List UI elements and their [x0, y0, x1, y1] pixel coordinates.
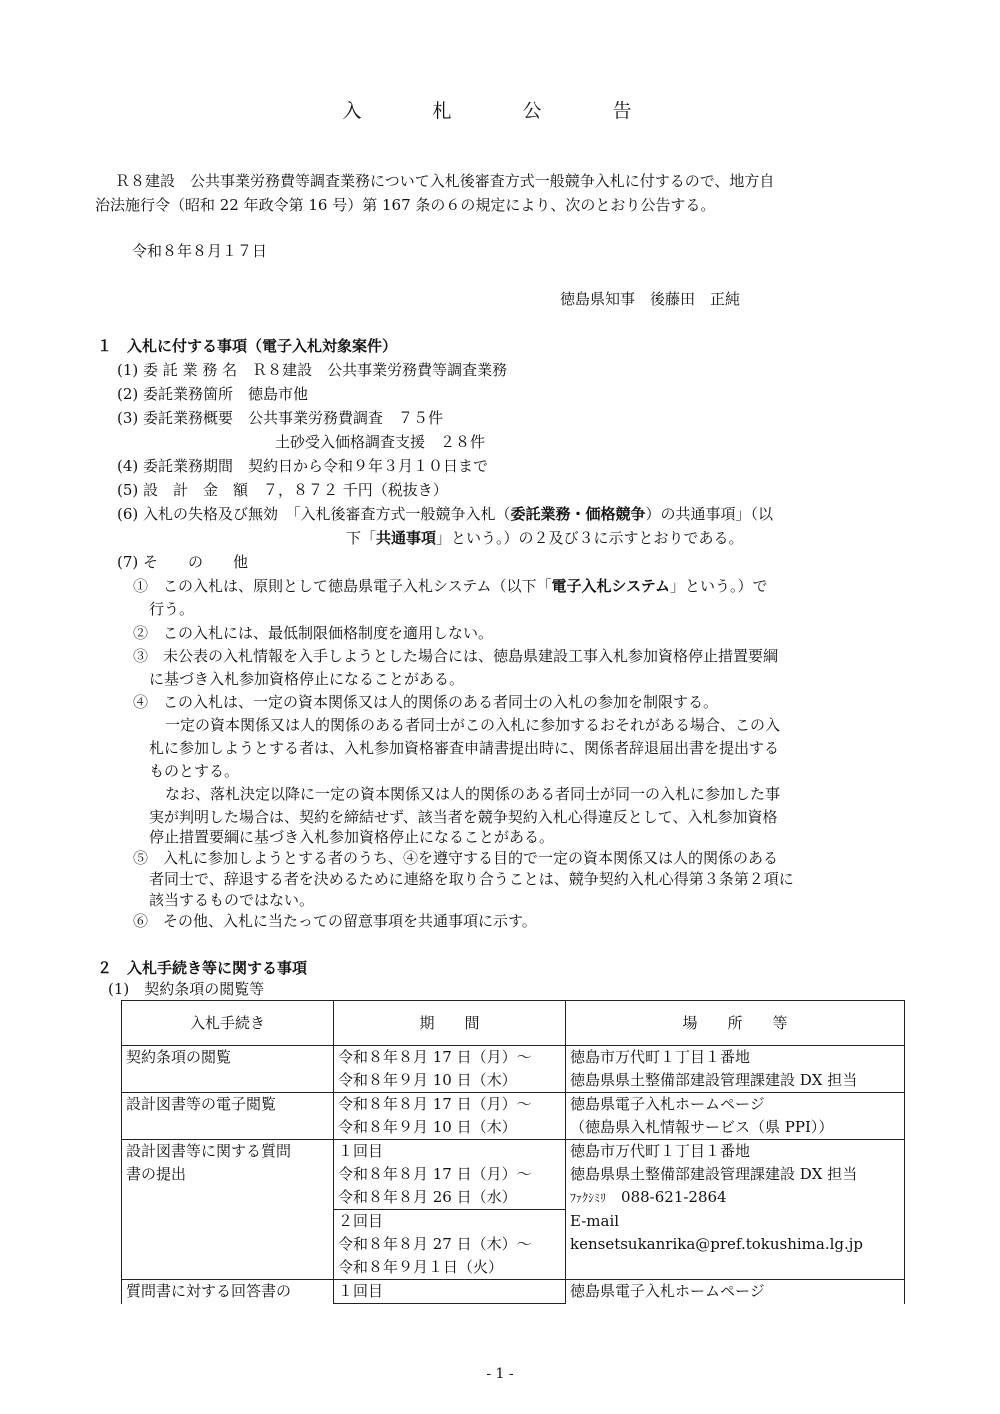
cell-text: 契約条項の閲覧: [126, 1048, 232, 1066]
text-fragment: ① この入札は、原則として徳島県電子入札システム（以下「: [133, 577, 552, 595]
header-period: 期 間: [334, 1001, 566, 1046]
other-3-line-2: に基づき入札参加資格停止になることがある。: [149, 670, 465, 688]
page-number: - 1 -: [486, 1366, 514, 1382]
other-1-line-1: [133, 575, 768, 598]
other-6: ⑥ その他、入札に当たっての留意事項を共通事項に示す。: [133, 912, 537, 930]
item-disqualification-pre: (6) 入札の失格及び無効 「入札後審査方式一般競争入札（: [117, 505, 511, 523]
email-label: E-mail: [570, 1212, 620, 1230]
other-5-line-2: 者同士で、辞退する者を決めるために連絡を取り合うことは、競争契約入札心得第３条第２項に: [149, 870, 794, 888]
item-disqualification: [117, 503, 773, 526]
location-address: 徳島市万代町１丁目１番地: [570, 1048, 751, 1066]
period-end: 令和８年９月 10 日（木）: [338, 1071, 517, 1089]
period-end: 令和８年８月 26 日（水）: [338, 1188, 517, 1206]
round-label: １回目: [338, 1142, 384, 1160]
fax-number: 088-621-2864: [621, 1188, 727, 1206]
page-title: 入 札 公 告: [342, 100, 658, 122]
cell-period: [334, 1280, 566, 1304]
cell-text: 設計図書等に関する質問: [126, 1142, 292, 1160]
other-4-line-4: ものとする。: [149, 762, 240, 780]
other-4-line-7: 停止措置要綱に基づき入札参加資格停止になることがある。: [149, 828, 555, 846]
period-start: 令和８年８月 17 日（月）～: [338, 1095, 532, 1113]
cell-procedure: [122, 1140, 334, 1280]
other-2: ② この入札には、最低制限価格制度を適用しない。: [133, 624, 494, 642]
other-5-line-3: 該当するものではない。: [149, 891, 315, 909]
section-2-heading: ２ 入札手続き等に関する事項: [97, 959, 308, 977]
item-business-period: (4) 委託業務期間 契約日から令和９年３月１０日まで: [117, 457, 489, 475]
table-row: [122, 1140, 905, 1210]
item-business-name: (1) 委 託 業 務 名 Ｒ８建設 公共事業労務費等調査業務: [117, 361, 508, 379]
cell-location: [566, 1093, 905, 1140]
location-dept: 徳島県県土整備部建設管理課建設 DX 担当: [570, 1071, 858, 1089]
other-4-line-6: 実が判明した場合は、契約を締結せず、該当者を競争契約入札心得違反として、入札参加資格: [149, 808, 778, 826]
item-disqualification-2: [346, 527, 744, 550]
section-2-sub-1: (1) 契約条項の閲覧等: [108, 980, 265, 998]
other-4-line-3: 札に参加しようとする者は、入札参加資格審査申請書提出時に、関係者辞退届出書を提出する: [149, 739, 780, 757]
cell-location: [566, 1046, 905, 1093]
other-4-line-5: なお、落札決定以降に一定の資本関係又は人的関係のある者同士が同一の入札に参加した事: [165, 785, 781, 803]
location-address: 徳島市万代町１丁目１番地: [570, 1142, 751, 1160]
cell-period: [334, 1210, 566, 1280]
header-location: 場 所 等: [566, 1001, 905, 1046]
cell-text: 書の提出: [126, 1165, 187, 1183]
location-homepage: 徳島県電子入札ホームページ: [570, 1095, 765, 1113]
table-header-row: [122, 1001, 905, 1046]
cell-period: [334, 1140, 566, 1210]
other-3-line-1: ③ 未公表の入札情報を入手しようとした場合には、徳島県建設工事入札参加資格停止措置要綱: [133, 647, 779, 665]
section-1-heading: １ 入札に付する事項（電子入札対象案件）: [97, 337, 398, 355]
text-fragment: 」という。）で: [670, 577, 768, 595]
other-4-line-1: ④ この入札は、一定の資本関係又は人的関係のある者同士の入札の参加を制限する。: [133, 693, 719, 711]
location-fax: [570, 1186, 900, 1210]
signer: 徳島県知事 後藤田 正純: [560, 290, 741, 308]
period-start: 令和８年８月 17 日（月）～: [338, 1048, 532, 1066]
email-address: kensetsukanrika@pref.tokushima.lg.jp: [570, 1235, 864, 1253]
intro-line-2: 治法施行令（昭和 22 年政令第 16 号）第 167 条の６の規定により、次のとおり公告する。: [95, 196, 716, 214]
cell-period: [334, 1093, 566, 1140]
header-procedure: 入札手続き: [122, 1001, 334, 1046]
text-fragment: 」という。）の２及び３に示すとおりである。: [436, 529, 744, 547]
other-5-line-1: ⑤ 入札に参加しようとする者のうち、④を遵守する目的で一定の資本関係又は人的関係のある: [133, 849, 779, 867]
cell-procedure: [122, 1046, 334, 1093]
item-business-location: (2) 委託業務箇所 徳島市他: [117, 385, 309, 403]
procedures-table: [121, 1000, 905, 1304]
table-row: [122, 1280, 905, 1304]
table-row: [122, 1093, 905, 1140]
location-dept: 徳島県県土整備部建設管理課建設 DX 担当: [570, 1165, 858, 1183]
cell-location: [566, 1140, 905, 1280]
location-homepage: 徳島県電子入札ホームページ: [570, 1282, 765, 1300]
item-design-amount: (5) 設 計 金 額 ７，８７２ 千円（税抜き）: [117, 481, 448, 499]
period-start: 令和８年８月 17 日（月）～: [338, 1165, 532, 1183]
item-disqualification-post: ）の共通事項」（以: [645, 505, 774, 523]
intro-line-1: Ｒ８建設 公共事業労務費等調査業務について入札後審査方式一般競争入札に付するので、地方自: [115, 172, 775, 190]
location-ppi: （徳島県入札情報サービス（県 PPI））: [570, 1118, 834, 1136]
round-label: ２回目: [338, 1212, 384, 1230]
other-4-line-2: 一定の資本関係又は人的関係のある者同士がこの入札に参加するおそれがある場合、この入: [165, 716, 781, 734]
notice-date: 令和８年８月１７日: [132, 242, 268, 260]
cell-text: 質問書に対する回答書の: [126, 1282, 292, 1300]
e-bidding-system-bold: 電子入札システム: [551, 577, 671, 595]
table-row: [122, 1046, 905, 1093]
cell-procedure: [122, 1093, 334, 1140]
item-business-summary-2: 土砂受入価格調査支援 ２８件: [275, 433, 486, 451]
period-end: 令和８年９月１日（火）: [338, 1258, 504, 1276]
other-1-line-2: 行う。: [149, 600, 195, 618]
item-disqualification-bold: 委託業務・価格競争: [510, 505, 646, 523]
cell-period: [334, 1046, 566, 1093]
common-matters-bold: 共通事項: [376, 529, 437, 547]
fax-label: ﾌｧｸｼﾐﾘ: [570, 1191, 607, 1205]
cell-text: 設計図書等の電子閲覧: [126, 1095, 277, 1113]
period-start: 令和８年８月 27 日（木）～: [338, 1235, 532, 1253]
cell-location: [566, 1280, 905, 1304]
item-business-summary: (3) 委託業務概要 公共事業労務費調査 ７５件: [117, 409, 444, 427]
item-other: (7) そ の 他: [117, 553, 249, 571]
round-label: １回目: [338, 1282, 384, 1300]
period-end: 令和８年９月 10 日（木）: [338, 1118, 517, 1136]
cell-procedure: [122, 1280, 334, 1304]
text-fragment: 下「: [346, 529, 377, 547]
